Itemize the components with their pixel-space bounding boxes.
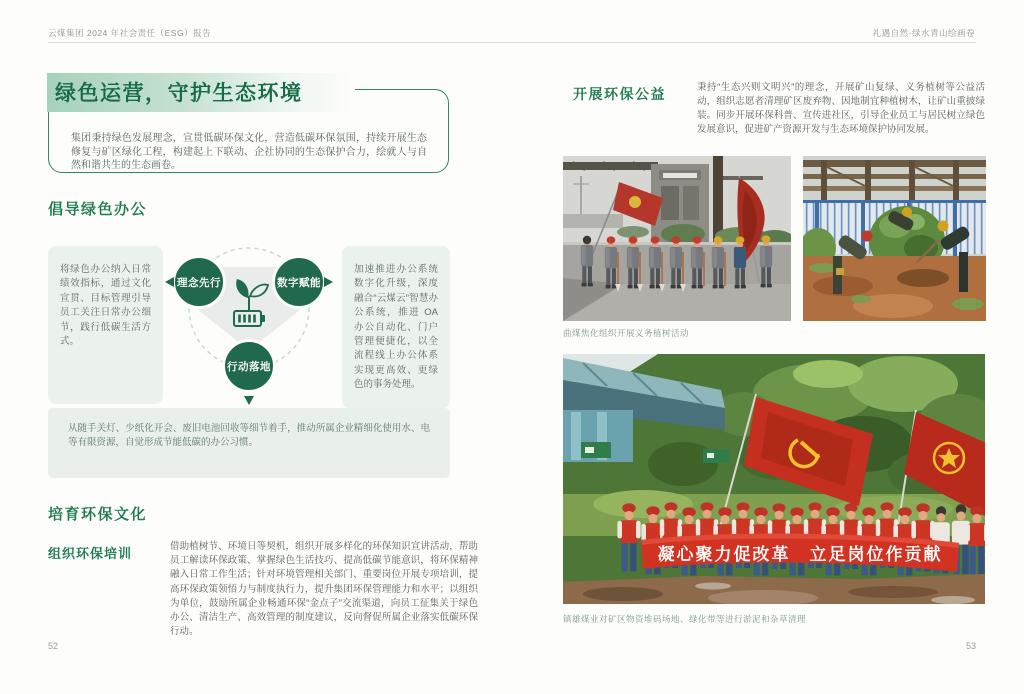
- photo-caption-bottom: 镇雄煤业对矿区物资堆码场地、绿化带等进行淤泥和杂草清理: [563, 614, 807, 624]
- photo-caption-top: 曲煤焦化组织开展义务植树活动: [563, 328, 690, 338]
- photo-volunteer-lineup: [563, 156, 791, 321]
- training-body-text: 借助植树节、环境日等契机，组织开展多样化的环保知识宣讲活动，帮助员工解读环保政策、掌握绿色生活技巧、提高低碳节能意识，将环保精神融入日常工作生活；针对环境管理相关部门、重要岗位开展专项培训，提高环保政策领悟力与制度执行力，提升集团环保管理能力和水平；以组织为单位，鼓励所属企业畅通环保“金点子”交流渠道，向员工征集关于绿色办公、清洁生产、高效管理的制度建议，反向督促所属企业落实低碳环保行动。: [170, 541, 478, 638]
- section-heading-culture: 培育环保文化: [48, 506, 148, 523]
- node-label-2: 数字赋能: [277, 277, 321, 289]
- green-office-left-card: 将绿色办公纳入日常绩效指标，通过文化宣贯、目标管理引导员工关注日常办公细节，践行低碳生活方式。: [48, 246, 163, 404]
- green-office-callout: 从随手关灯、少纸化开会、废旧电池回收等细节着手，推动所属企业精细化使用水、电等有限资源，自觉形成节能低碳的办公习惯。: [48, 408, 450, 478]
- running-title-right: 礼遇自然·绿水青山绘画卷: [872, 28, 975, 38]
- arrow-down-icon: [244, 396, 254, 405]
- photo-group-banner-art: [563, 354, 985, 604]
- hero-intro-text: 集团秉持绿色发展理念，宣贯低碳环保文化，营造低碳环保氛围，持续开展生态修复与矿区绿化工程，构建起上下联动、企社协同的生态保护合力，绘就人与自然和谐共生的生态画卷。: [71, 133, 427, 172]
- banner-text: 凝心聚力促改革 立足岗位作贡献: [657, 545, 943, 564]
- running-title-left: 云煤集团 2024 年社会责任（ESG）报告: [48, 28, 212, 38]
- section-heading-green-office: 倡导绿色办公: [48, 201, 148, 218]
- green-office-diagram: [163, 238, 357, 412]
- welfare-body-text: 秉持“生态兴则文明兴”的理念，开展矿山复绿、义务植树等公益活动，组织志愿者清理矿区废弃物、因地制宜种植树木，让矿山重披绿装。同步开展环保科普、宣传进社区，引导企业员工与居民树立绿色发展意识，促进矿产资源开发与生态环境保护协同发展。: [697, 82, 985, 135]
- hero-box: [48, 82, 449, 173]
- subheading-training: 组织环保培训: [48, 546, 133, 561]
- header-rule: [48, 42, 976, 43]
- green-office-right-card: 加速推进办公系统数字化升级，深度融合“云煤云”智慧办公系统，推进 OA 办公自动化、门户管理便捷化，以全流程线上办公体系实现更高效、更绿色的事务处理。: [342, 246, 450, 408]
- page-number-left: 52: [48, 641, 59, 651]
- photo-tree-planting-art: [803, 156, 986, 321]
- node-label-1: 理念先行: [177, 277, 221, 289]
- arrow-left-icon: [165, 277, 174, 287]
- section-heading-welfare: 开展环保公益: [573, 86, 666, 102]
- photo-volunteer-lineup-art: [563, 156, 791, 321]
- arrow-right-icon: [324, 277, 333, 287]
- page-number-right: 53: [965, 641, 976, 651]
- photo-group-banner: [563, 354, 985, 604]
- page-title: 绿色运营，守护生态环境: [47, 73, 355, 112]
- node-label-3: 行动落地: [227, 361, 271, 373]
- photo-tree-planting: [803, 156, 986, 321]
